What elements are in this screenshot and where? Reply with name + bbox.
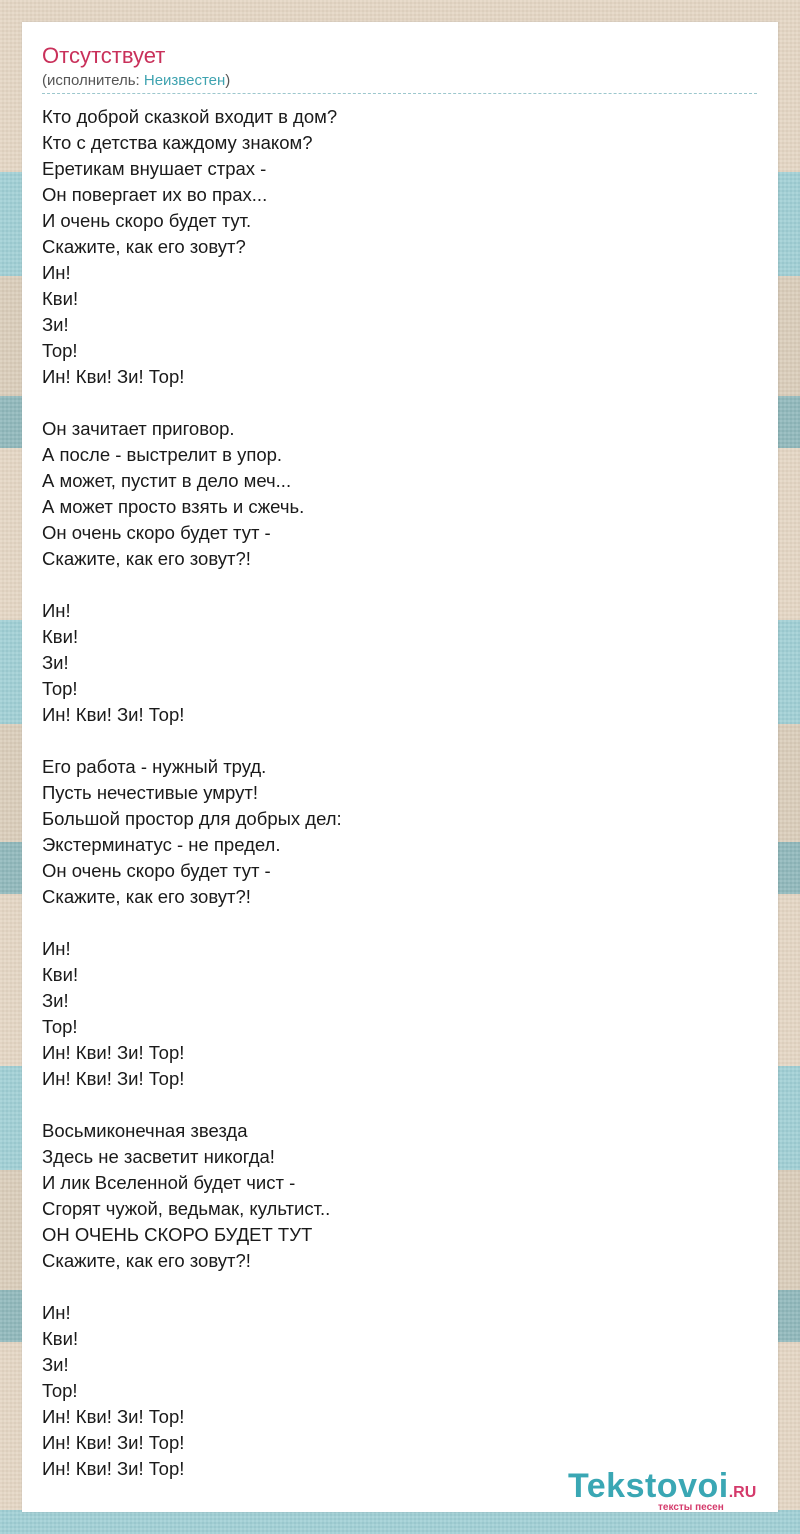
lyric-line: Он повергает их во прах... — [42, 184, 268, 205]
lyric-line: Его работа - нужный труд. — [42, 756, 267, 777]
lyric-line: Ин! — [42, 938, 71, 959]
lyric-line: Ин! Кви! Зи! Тор! — [42, 1406, 185, 1427]
lyric-line: Сгорят чужой, ведьмак, культист.. — [42, 1198, 331, 1219]
lyric-line — [42, 728, 742, 754]
lyric-line: Ин! — [42, 600, 71, 621]
lyric-line: И лик Вселенной будет чист - — [42, 1172, 296, 1193]
lyric-line: Ин! Кви! Зи! Тор! — [42, 704, 185, 725]
lyrics-card — [22, 22, 778, 1512]
lyric-line: Ин! Кви! Зи! Тор! — [42, 366, 185, 387]
lyric-line: Зи! — [42, 652, 69, 673]
lyric-line: Тор! — [42, 678, 78, 699]
logo-name: Tekstovoi — [568, 1467, 729, 1505]
lyric-line: ОН ОЧЕНЬ СКОРО БУДЕТ ТУТ — [42, 1224, 313, 1245]
lyric-line: Ин! Кви! Зи! Тор! — [42, 1458, 185, 1479]
logo-tagline: тексты песен — [658, 1502, 724, 1513]
lyric-line: Он очень скоро будет тут - — [42, 522, 271, 543]
lyric-line: Скажите, как его зовут?! — [42, 1250, 251, 1271]
lyric-line: Скажите, как его зовут?! — [42, 886, 251, 907]
lyric-line: Зи! — [42, 314, 69, 335]
lyric-line: И очень скоро будет тут. — [42, 210, 252, 231]
lyric-line: Зи! — [42, 990, 69, 1011]
lyric-line: Кви! — [42, 288, 79, 309]
lyric-line: Здесь не засветит никогда! — [42, 1146, 275, 1167]
lyric-line: Тор! — [42, 1380, 78, 1401]
lyric-line: Скажите, как его зовут?! — [42, 548, 251, 569]
lyric-line: Тор! — [42, 1016, 78, 1037]
lyric-line: А может просто взять и сжечь. — [42, 496, 305, 517]
lyric-line: Ин! Кви! Зи! Тор! — [42, 1068, 185, 1089]
lyric-line — [42, 390, 742, 416]
lyric-line — [42, 1092, 742, 1118]
lyric-line: Еретикам внушает страх - — [42, 158, 267, 179]
artist-link[interactable]: Неизвестен — [143, 72, 226, 89]
tekstovoi-logo[interactable] — [568, 1468, 773, 1514]
lyric-line: Кви! — [42, 626, 79, 647]
title-divider — [42, 93, 757, 94]
lyric-line: Он очень скоро будет тут - — [42, 860, 271, 881]
lyric-line: Зи! — [42, 1354, 69, 1375]
lyrics-text — [42, 104, 742, 1482]
lyric-line: Скажите, как его зовут? — [42, 236, 246, 257]
lyric-line — [42, 1274, 742, 1300]
lyric-line: Экстерминатус - не предел. — [42, 834, 281, 855]
logo-tld: .RU — [728, 1484, 757, 1501]
lyric-line: Кви! — [42, 964, 79, 985]
lyric-line: Восьмиконечная звезда — [42, 1120, 248, 1141]
lyric-line: Ин! Кви! Зи! Тор! — [42, 1042, 185, 1063]
lyric-line: Тор! — [42, 340, 78, 361]
lyric-line — [42, 910, 742, 936]
artist-close: ) — [225, 72, 231, 89]
lyric-line: Кто доброй сказкой входит в дом? — [42, 106, 338, 127]
lyric-line: Он зачитает приговор. — [42, 418, 235, 439]
lyric-line: А может, пустит в дело меч... — [42, 470, 292, 491]
lyric-line: Ин! — [42, 1302, 71, 1323]
artist-byline — [42, 72, 230, 90]
lyric-line: Большой простор для добрых дел: — [42, 808, 342, 829]
lyric-line: Ин! — [42, 262, 71, 283]
lyric-line — [42, 572, 742, 598]
lyric-line: Кви! — [42, 1328, 79, 1349]
lyric-line: Пусть нечестивые умрут! — [42, 782, 258, 803]
lyric-line: Ин! Кви! Зи! Тор! — [42, 1432, 185, 1453]
lyric-line: Кто с детства каждому знаком? — [42, 132, 313, 153]
artist-label: (исполнитель: — [42, 72, 144, 89]
lyric-line: А после - выстрелит в упор. — [42, 444, 283, 465]
song-title: Отсутствует — [42, 43, 166, 68]
